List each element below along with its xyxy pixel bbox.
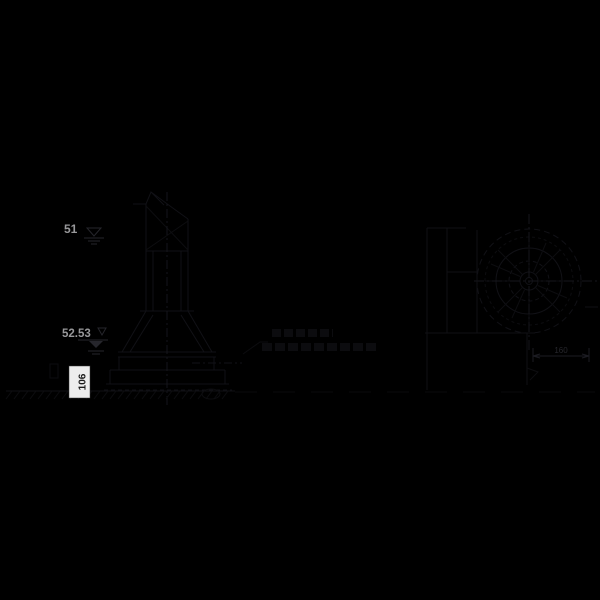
tower-roof bbox=[133, 192, 188, 219]
ground-line bbox=[6, 363, 595, 399]
intake-tower bbox=[104, 192, 232, 390]
dimension-right-label: 160 bbox=[554, 346, 568, 355]
left-bank-detail bbox=[50, 364, 58, 378]
nabla-water-level-icon bbox=[98, 328, 106, 335]
water-triangle-icon bbox=[87, 228, 101, 236]
hoist-wheel bbox=[474, 214, 598, 350]
station-marker bbox=[69, 366, 90, 398]
lower-water-level-label: 52.53 bbox=[62, 328, 91, 340]
section-cut-symbol bbox=[527, 368, 538, 380]
water-triangle-filled-icon bbox=[89, 341, 103, 348]
station-marker-label: 106 bbox=[77, 373, 89, 391]
upper-water-level-label: 51 bbox=[64, 222, 78, 236]
upper-water-level-symbol bbox=[84, 228, 104, 244]
ground-hatching bbox=[6, 391, 228, 399]
annotation-smudge bbox=[243, 333, 378, 354]
